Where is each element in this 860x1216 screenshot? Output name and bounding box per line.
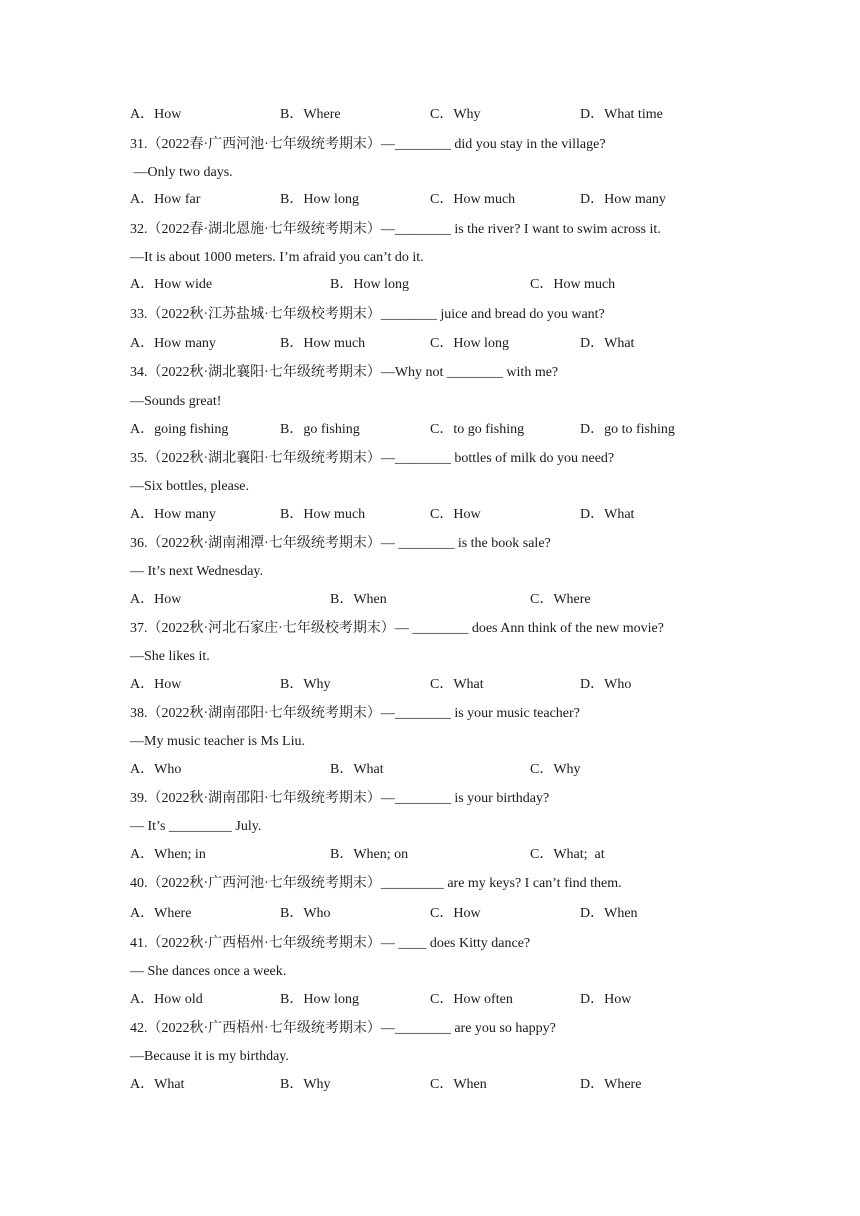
question-line: 31.（2022春·广西河池·七年级统考期末）—________ did you stay in the village? (130, 137, 606, 152)
question-line: —It is about 1000 meters. I’m afraid you can’t do it. (130, 250, 424, 265)
answer-option: C．What; at (530, 847, 605, 862)
answer-option: C．to go fishing (430, 422, 525, 437)
options-row (130, 676, 770, 694)
answer-option: B．How much (280, 336, 366, 351)
answer-option: C．Why (430, 107, 481, 122)
answer-option: B．go fishing (280, 422, 360, 437)
question-line: 39.（2022秋·湖南邵阳·七年级统考期末）—________ is your birthday? (130, 791, 550, 806)
options-row (130, 506, 770, 524)
answer-option: B．Who (280, 906, 331, 921)
options-row (130, 191, 770, 209)
question-line: — It’s _________ July. (130, 819, 262, 834)
answer-option: B．What (330, 762, 384, 777)
answer-option: C．How (430, 507, 481, 522)
question-line: — It’s next Wednesday. (130, 564, 264, 579)
answer-option: A．When; in (130, 847, 206, 862)
answer-option: D．How (580, 992, 632, 1007)
question-line: —Because it is my birthday. (130, 1049, 289, 1064)
answer-option: A．Where (130, 906, 192, 921)
answer-option: D．go to fishing (580, 422, 675, 437)
answer-option: D．How many (580, 192, 666, 207)
question-line: 40.（2022秋·广西河池·七年级统考期末）_________ are my keys? I can’t find them. (130, 876, 622, 891)
answer-option: C．How long (430, 336, 509, 351)
answer-option: D．When (580, 906, 638, 921)
answer-option: C．When (430, 1077, 487, 1092)
answer-option: A．How many (130, 336, 216, 351)
answer-option: C．How (430, 906, 481, 921)
options-row (130, 1076, 770, 1094)
answer-option: B．Why (280, 677, 331, 692)
options-row (130, 106, 770, 124)
answer-option: D．Where (580, 1077, 642, 1092)
answer-option: A．Who (130, 762, 182, 777)
question-line: —Only two days. (130, 165, 233, 180)
options-row (130, 421, 770, 439)
answer-option: A．How (130, 107, 182, 122)
answer-option: D．What (580, 336, 635, 351)
answer-option: A．How many (130, 507, 216, 522)
options-row (130, 905, 770, 923)
question-line: 38.（2022秋·湖南邵阳·七年级统考期末）—________ is your music teacher? (130, 706, 580, 721)
options-row (130, 335, 770, 353)
answer-option: D．What (580, 507, 635, 522)
answer-option: B．When; on (330, 847, 409, 862)
answer-option: B．Why (280, 1077, 331, 1092)
answer-option: C．How much (430, 192, 516, 207)
answer-option: B．When (330, 592, 387, 607)
answer-option: D．Who (580, 677, 632, 692)
answer-option: A．How (130, 677, 182, 692)
answer-option: C．Why (530, 762, 581, 777)
answer-option: C．Where (530, 592, 591, 607)
question-line: 41.（2022秋·广西梧州·七年级统考期末）— ____ does Kitty dance? (130, 936, 531, 951)
question-line: 37.（2022秋·河北石家庄·七年级校考期末）— ________ does Ann think of the new movie? (130, 621, 664, 636)
answer-option: B．Where (280, 107, 341, 122)
question-line: 35.（2022秋·湖北襄阳·七年级统考期末）—________ bottles of milk do you need? (130, 451, 615, 466)
answer-option: B．How long (330, 277, 409, 292)
answer-option: A．going fishing (130, 422, 229, 437)
answer-option: A．What (130, 1077, 185, 1092)
answer-option: C．How much (530, 277, 616, 292)
question-line: — She dances once a week. (130, 964, 287, 979)
answer-option: B．How long (280, 992, 359, 1007)
answer-option: A．How old (130, 992, 203, 1007)
answer-option: A．How (130, 592, 182, 607)
question-line: 32.（2022春·湖北恩施·七年级统考期末）—________ is the river? I want to swim across it. (130, 222, 661, 237)
options-row (130, 761, 770, 779)
answer-option: A．How wide (130, 277, 213, 292)
question-line: 34.（2022秋·湖北襄阳·七年级统考期末）—Why not ________ with me? (130, 365, 559, 380)
question-line: —Sounds great! (130, 394, 222, 409)
answer-option: C．What (430, 677, 484, 692)
options-row (130, 276, 770, 294)
question-line: 42.（2022秋·广西梧州·七年级统考期末）—________ are you so happy? (130, 1021, 556, 1036)
answer-option: D．What time (580, 107, 663, 122)
answer-option: C．How often (430, 992, 513, 1007)
answer-option: A．How far (130, 192, 201, 207)
question-line: —She likes it. (130, 649, 210, 664)
options-row (130, 846, 770, 864)
question-line: 36.（2022秋·湖南湘潭·七年级统考期末）— ________ is the book sale? (130, 536, 551, 551)
answer-option: B．How long (280, 192, 359, 207)
answer-option: B．How much (280, 507, 366, 522)
options-row (130, 591, 770, 609)
question-line: —Six bottles, please. (130, 479, 249, 494)
question-line: 33.（2022秋·江苏盐城·七年级校考期末）________ juice and bread do you want? (130, 307, 605, 322)
options-row (130, 991, 770, 1009)
question-line: —My music teacher is Ms Liu. (130, 734, 305, 749)
